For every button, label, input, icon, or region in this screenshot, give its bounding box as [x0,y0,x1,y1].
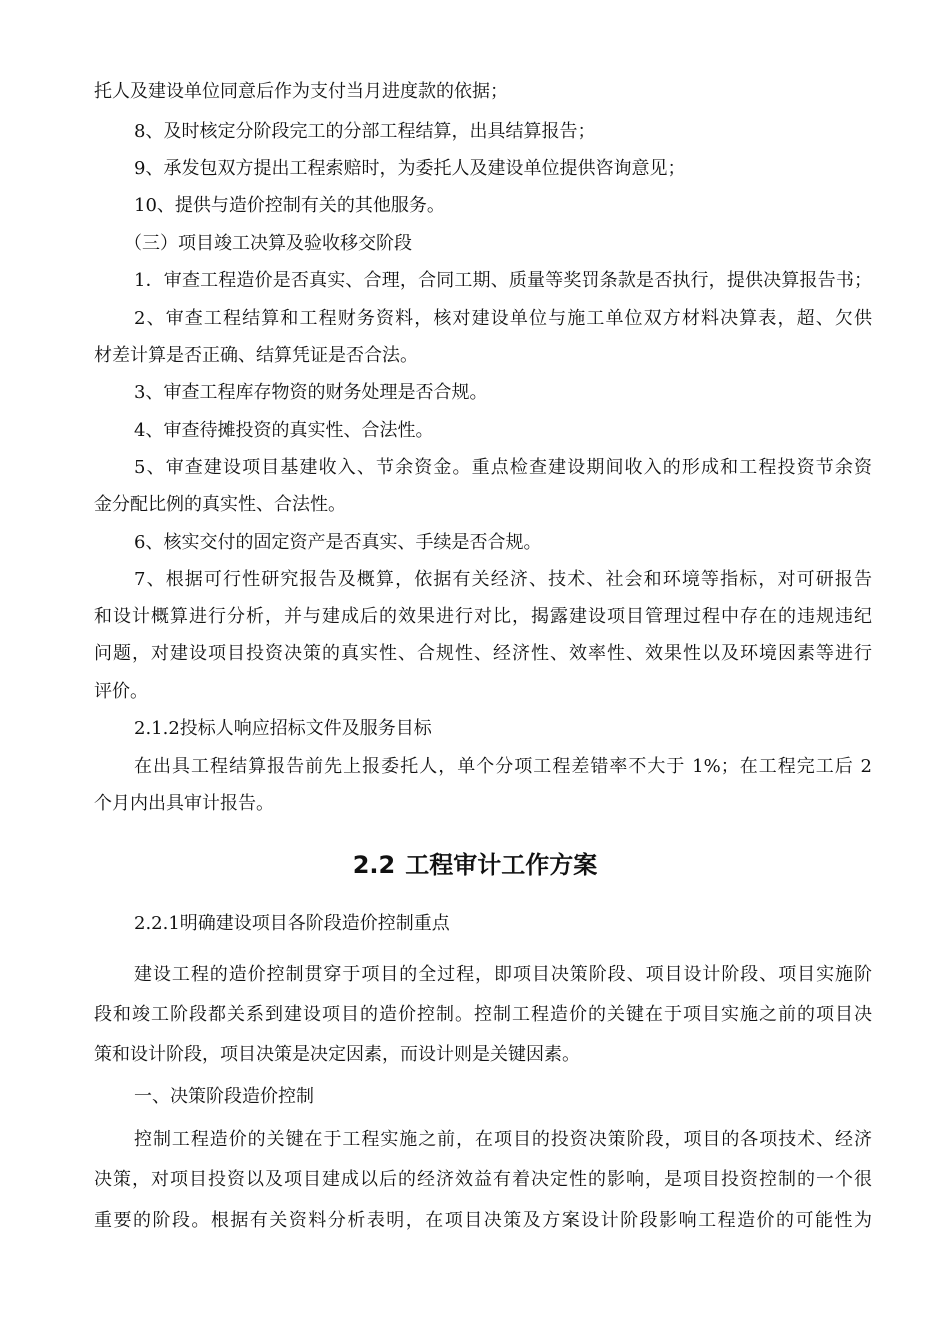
paragraph-line: 决策，对项目投资以及项目建成以后的经济效益有着决定性的影响，是项目投资控制的一个很 [94,1169,872,1190]
paragraph-line: 金分配比例的真实性、合法性。 [94,494,346,515]
paragraph-line: 材差计算是否正确、结算凭证是否合法。 [94,345,418,366]
section-heading-number: 2.2 [352,851,396,879]
paragraph-line: 10、提供与造价控制有关的其他服务。 [134,195,445,216]
paragraph-line: 评价。 [94,681,148,702]
paragraph-line: 8、及时核定分阶段完工的分部工程结算，出具结算报告； [134,121,596,142]
paragraph-line: 控制工程造价的关键在于工程实施之前，在项目的投资决策阶段，项目的各项技术、经济 [134,1129,872,1150]
paragraph-line: 策和设计阶段，项目决策是决定因素，而设计则是关键因素。 [94,1044,580,1065]
paragraph-line: 6、核实交付的固定资产是否真实、手续是否合规。 [134,532,542,553]
paragraph-line: 和设计概算进行分析，并与建成后的效果进行对比，揭露建设项目管理过程中存在的违规违纪 [94,606,872,627]
paragraph-line: 2、审查工程结算和工程财务资料，核对建设单位与施工单位双方材料决算表，超、欠供 [134,308,872,329]
paragraph-line: 建设工程的造价控制贯穿于项目的全过程，即项目决策阶段、项目设计阶段、项目实施阶 [134,964,872,985]
section-subheading: 一、决策阶段造价控制 [134,1086,314,1107]
paragraph-line: 3、审查工程库存物资的财务处理是否合规。 [134,382,488,403]
section-heading-title: 工程审计工作方案 [405,851,598,879]
paragraph-line: 在出具工程结算报告前先上报委托人，单个分项工程差错率不大于 1%；在工程完工后 2 [134,756,872,777]
section-heading [0,848,950,882]
paragraph-line: 4、审查待摊投资的真实性、合法性。 [134,420,434,441]
section-subheading: （三）项目竣工决算及验收移交阶段 [124,233,412,254]
paragraph-line: 9、承发包双方提出工程索赔时，为委托人及建设单位提供咨询意见； [134,158,686,179]
paragraph-line: 段和竣工阶段都关系到建设项目的造价控制。控制工程造价的关键在于项目实施之前的项目决 [94,1004,872,1025]
paragraph-line: 7、根据可行性研究报告及概算，依据有关经济、技术、社会和环境等指标，对可研报告 [134,569,872,590]
paragraph-line: 个月内出具审计报告。 [94,793,274,814]
paragraph-line: 5、审查建设项目基建收入、节余资金。重点检查建设期间收入的形成和工程投资节余资 [134,457,872,478]
paragraph-line: 问题，对建设项目投资决策的真实性、合规性、经济性、效率性、效果性以及环境因素等进行 [94,643,872,664]
section-subheading: 2.1.2投标人响应招标文件及服务目标 [134,718,432,739]
paragraph-line: 1．审查工程造价是否真实、合理，合同工期、质量等奖罚条款是否执行，提供决算报告书； [134,270,872,291]
paragraph-line: 托人及建设单位同意后作为支付当月进度款的依据； [94,81,508,102]
section-subheading: 2.2.1明确建设项目各阶段造价控制重点 [134,913,450,934]
paragraph-line: 重要的阶段。根据有关资料分析表明，在项目决策及方案设计阶段影响工程造价的可能性为 [94,1210,872,1231]
